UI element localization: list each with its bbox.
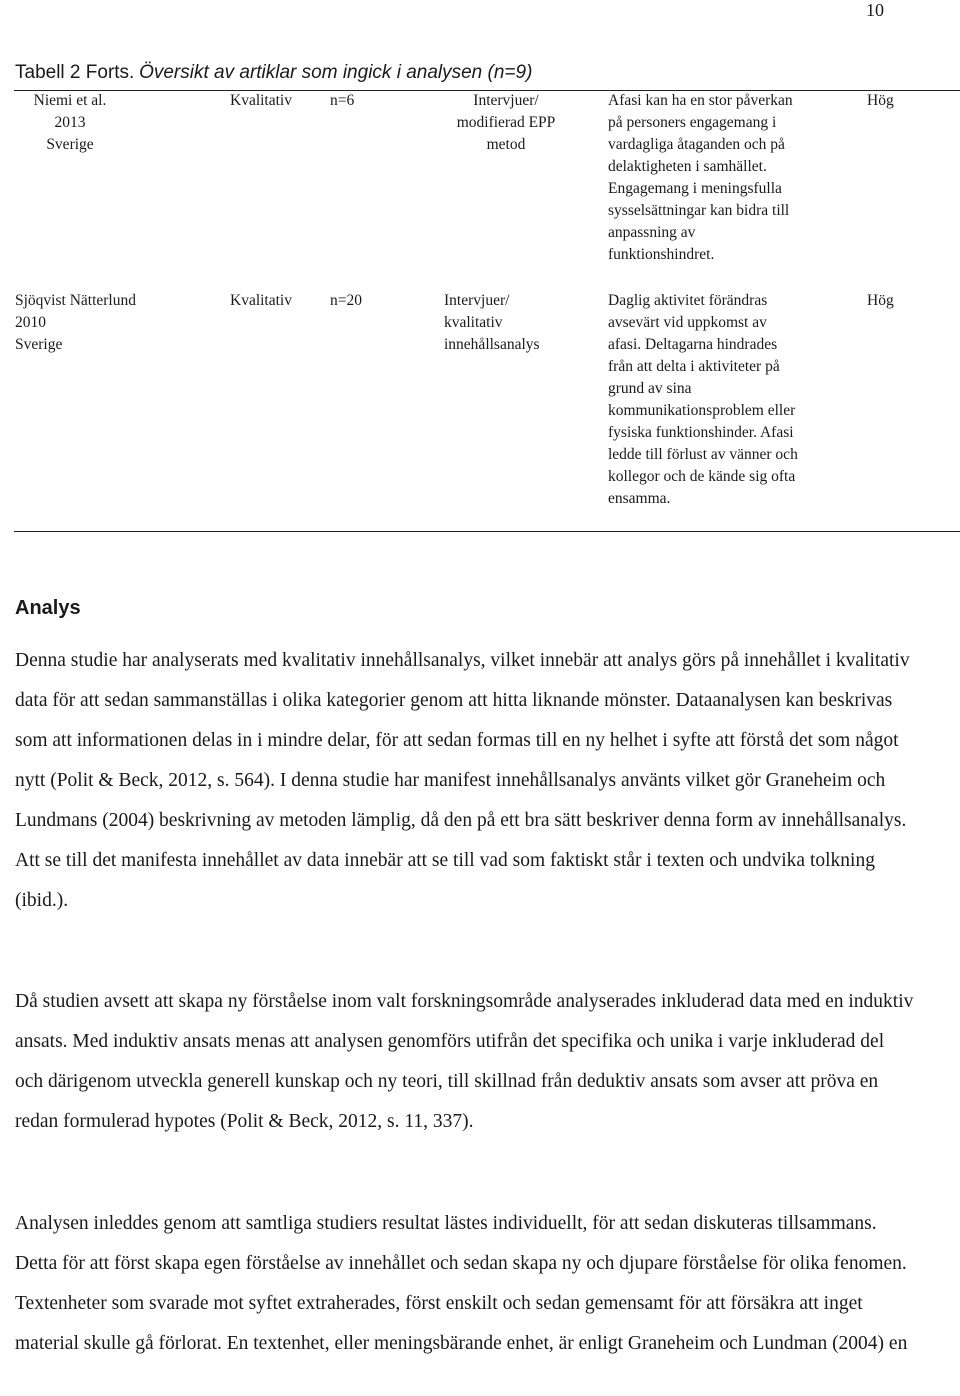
table-caption	[15, 62, 532, 84]
cell-n: n=6	[330, 92, 355, 109]
cell-method: Intervjuer/ kvalitativ innehållsanalys	[444, 292, 540, 353]
cell-method: Intervjuer/ modifierad EPP metod	[456, 92, 556, 153]
cell-author: Sjöqvist Nätterlund 2010 Sverige	[15, 292, 136, 353]
cell-n: n=20	[330, 292, 362, 309]
cell-quality: Hög	[867, 92, 894, 109]
cell-result: Daglig aktivitet förändras avsevärt vid uppkomst av afasi. Deltagarna hindrades från att delta i aktiviteter på grund av sina kommunikationsproblem eller fysiska funktionshinder. Afasi ledde till förlust av vänner och kollegor och de kände sig ofta ensamma.	[608, 292, 798, 507]
cell-design: Kvalitativ	[230, 92, 292, 109]
cell-result: Afasi kan ha en stor påverkan på personers engagemang i vardagliga åtaganden och på delaktigheten i samhället. Engagemang i meningsfulla sysselsättningar kan bidra till anpassning av funktionshindret.	[608, 92, 793, 263]
table-bottom-rule	[14, 531, 960, 532]
table-caption-title: Översikt av artiklar som ingick i analysen (n=9)	[139, 62, 533, 83]
body-paragraph: Denna studie har analyserats med kvalitativ innehållsanalys, vilket innebär att analys görs på innehållet i kvalitativ data för att sedan sammanställas i olika kategorier genom att hitta liknande mönster. Dataanalysen kan beskrivas som att informationen delas in i mindre delar, för att sedan formas till en ny helhet i syfte att förstå det som något nytt (Polit & Beck, 2012, s. 564). I denna studie har manifest innehållsanalys använts vilket gör Graneheim och Lundmans (2004) beskrivning av metoden lämplig, då den på ett bra sätt beskriver denna form av innehållsanalys. Att se till det manifesta innehållet av data innebär att se till vad som faktiskt står i texten och undvika tolkning (ibid.).	[15, 650, 910, 911]
body-paragraph: Analysen inleddes genom att samtliga studiers resultat lästes individuellt, för att sedan diskuteras tillsammans. Detta för att först skapa egen förståelse av innehållet och sedan skapa ny och djupare förståelse för olika fenomen. Textenheter som svarade mot syftet extraherades, först enskilt och sedan gemensamt för att försäkra att inget material skulle gå förlorat. En textenhet, eller meningsbärande enhet, är enligt Graneheim och Lundman (2004) en	[15, 1213, 908, 1354]
cell-design: Kvalitativ	[230, 292, 292, 309]
page-number: 10	[866, 0, 884, 20]
cell-author: Niemi et al. 2013 Sverige	[33, 92, 107, 153]
cell-quality: Hög	[867, 292, 894, 309]
table-caption-label: Tabell 2 Forts.	[15, 62, 135, 83]
section-heading: Analys	[15, 597, 81, 619]
body-paragraph: Då studien avsett att skapa ny förståelse inom valt forskningsområde analyserades inkluderad data med en induktiv ansats. Med induktiv ansats menas att analysen genomförs utifrån det specifika och unika i varje inkluderad del och därigenom utveckla generell kunskap och ny teori, till skillnad från deduktiv ansats som avser att pröva en redan formulerad hypotes (Polit & Beck, 2012, s. 11, 337).	[15, 991, 914, 1132]
